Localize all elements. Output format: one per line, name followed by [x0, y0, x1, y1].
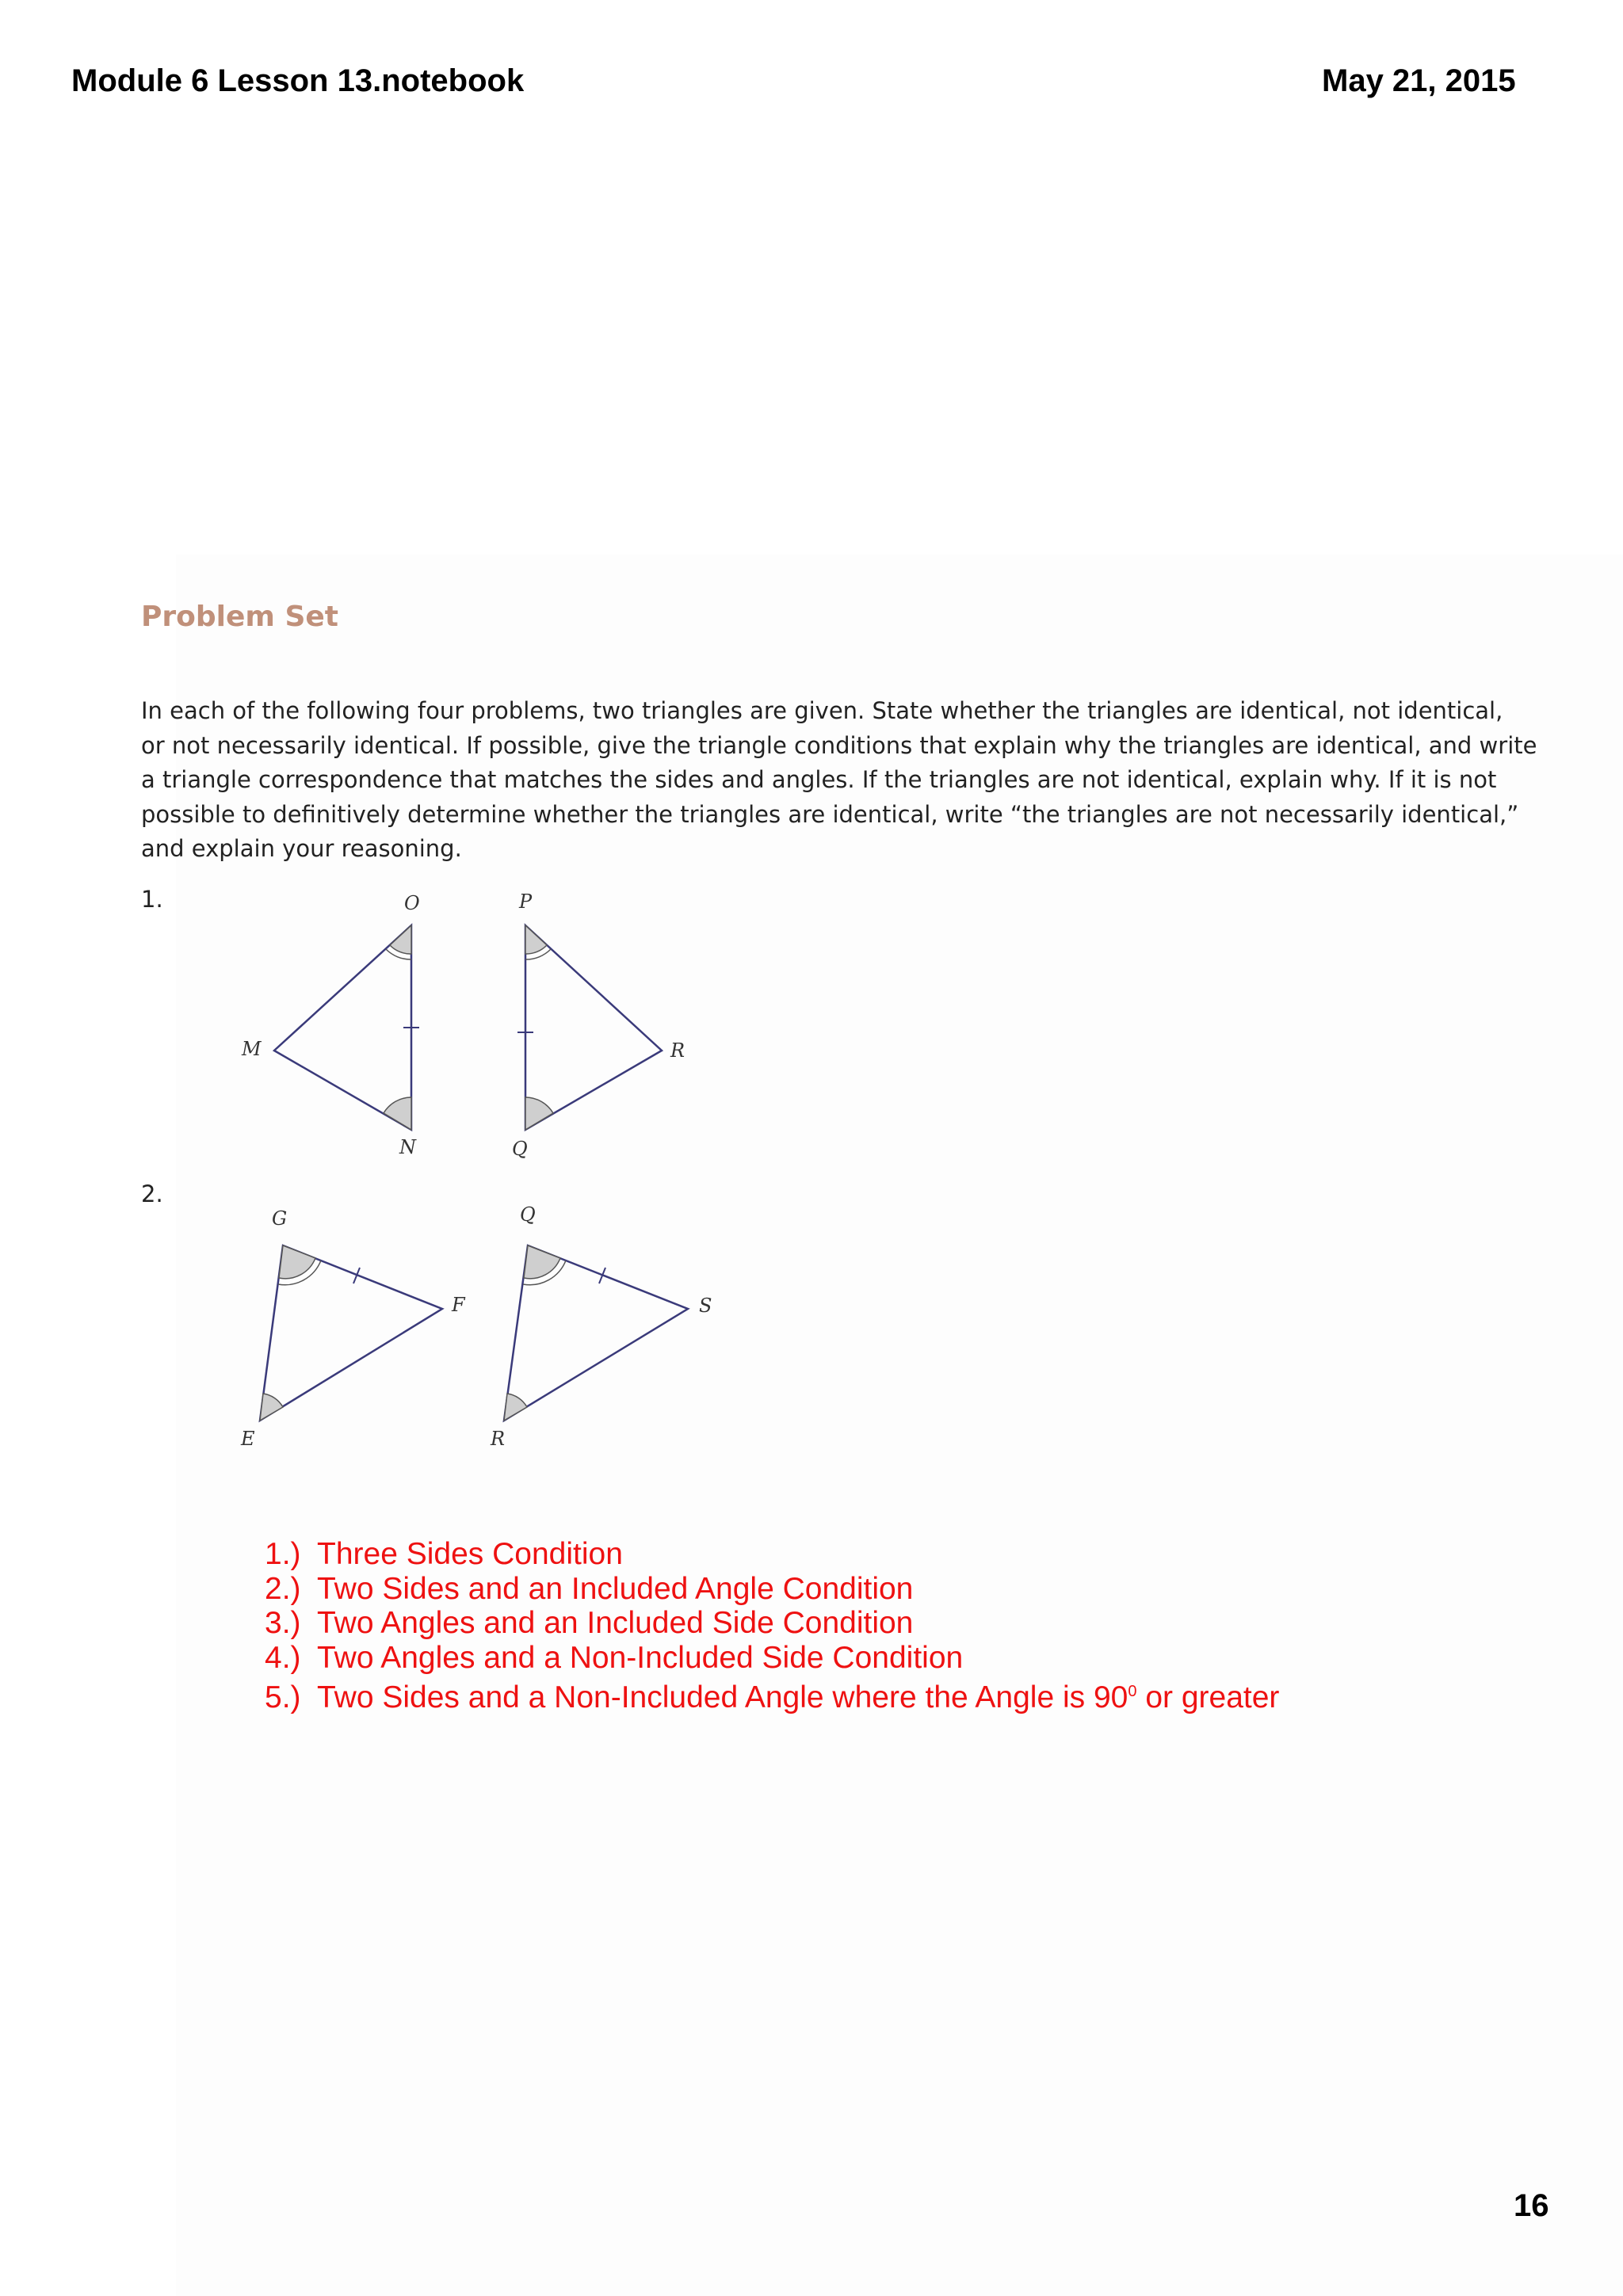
condition-number: 5.) — [265, 1680, 301, 1714]
angle-mark-g — [279, 1245, 315, 1279]
problem-set-title: Problem Set — [141, 601, 338, 633]
label-q2: Q — [520, 1203, 536, 1226]
instruction-line: possible to definitively determine whether the triangles are identical, write “the triangles are not necessarily identical,” — [141, 800, 1519, 828]
instruction-line: a triangle correspondence that matches the sides and angles. If the triangles are not identical, explain why. If it is not — [141, 766, 1497, 793]
angle-mark-p — [525, 925, 547, 954]
triangle-mon — [274, 925, 411, 1130]
label-m: M — [242, 1038, 262, 1060]
angle-mark-o — [390, 925, 411, 954]
label-r: R — [670, 1039, 685, 1062]
degree-superscript: 0 — [1128, 1683, 1137, 1700]
triangle-conditions-list — [265, 1537, 1279, 1715]
label-o: O — [404, 892, 420, 914]
condition-item — [265, 1606, 1279, 1641]
condition-item — [265, 1641, 1279, 1676]
label-r2: R — [491, 1428, 506, 1450]
problem-1-figure — [241, 891, 685, 1160]
triangle-pqr — [525, 925, 662, 1130]
angle-mark-q2 — [524, 1245, 560, 1279]
angle-mark-e — [260, 1394, 283, 1421]
condition-text: Two Sides and a Non-Included Angle where the Angle is 90 — [317, 1680, 1128, 1714]
condition-number: 2.) — [265, 1571, 301, 1606]
condition-number: 4.) — [265, 1640, 301, 1675]
angle-mark-r2 — [504, 1394, 527, 1421]
problem-2-figure — [240, 1203, 712, 1450]
problem-2-number: 2. — [141, 1180, 163, 1207]
instruction-line: and explain your reasoning. — [141, 835, 462, 862]
label-s: S — [699, 1295, 712, 1317]
label-n: N — [399, 1136, 416, 1158]
notebook-title: Module 6 Lesson 13.notebook — [71, 63, 525, 98]
label-f: F — [452, 1294, 465, 1316]
notebook-date: May 21, 2015 — [1322, 63, 1516, 98]
condition-text: Three Sides Condition — [317, 1537, 623, 1571]
condition-item — [265, 1572, 1279, 1607]
condition-item — [265, 1537, 1279, 1572]
condition-text: Two Sides and an Included Angle Condition — [317, 1571, 914, 1606]
label-g: G — [272, 1207, 288, 1230]
condition-number: 1.) — [265, 1537, 301, 1571]
instruction-line: or not necessarily identical. If possible, give the triangle conditions that explain why the triangles are identical, and write — [141, 731, 1537, 759]
condition-text: Two Angles and a Non-Included Side Condition — [317, 1640, 964, 1675]
instruction-line: In each of the following four problems, two triangles are given. State whether the triangles are identical, not identical, — [141, 697, 1503, 724]
label-p: P — [519, 891, 533, 913]
label-e: E — [241, 1428, 255, 1450]
condition-suffix: or greater — [1136, 1680, 1280, 1714]
condition-item — [265, 1675, 1279, 1715]
label-q: Q — [512, 1138, 528, 1160]
angle-mark-n — [384, 1097, 411, 1130]
condition-number: 3.) — [265, 1606, 301, 1640]
problem-1-number: 1. — [141, 886, 163, 913]
angle-mark-q — [525, 1097, 553, 1130]
page-number: 16 — [1514, 2188, 1549, 2223]
condition-text: Two Angles and an Included Side Condition — [317, 1606, 914, 1640]
